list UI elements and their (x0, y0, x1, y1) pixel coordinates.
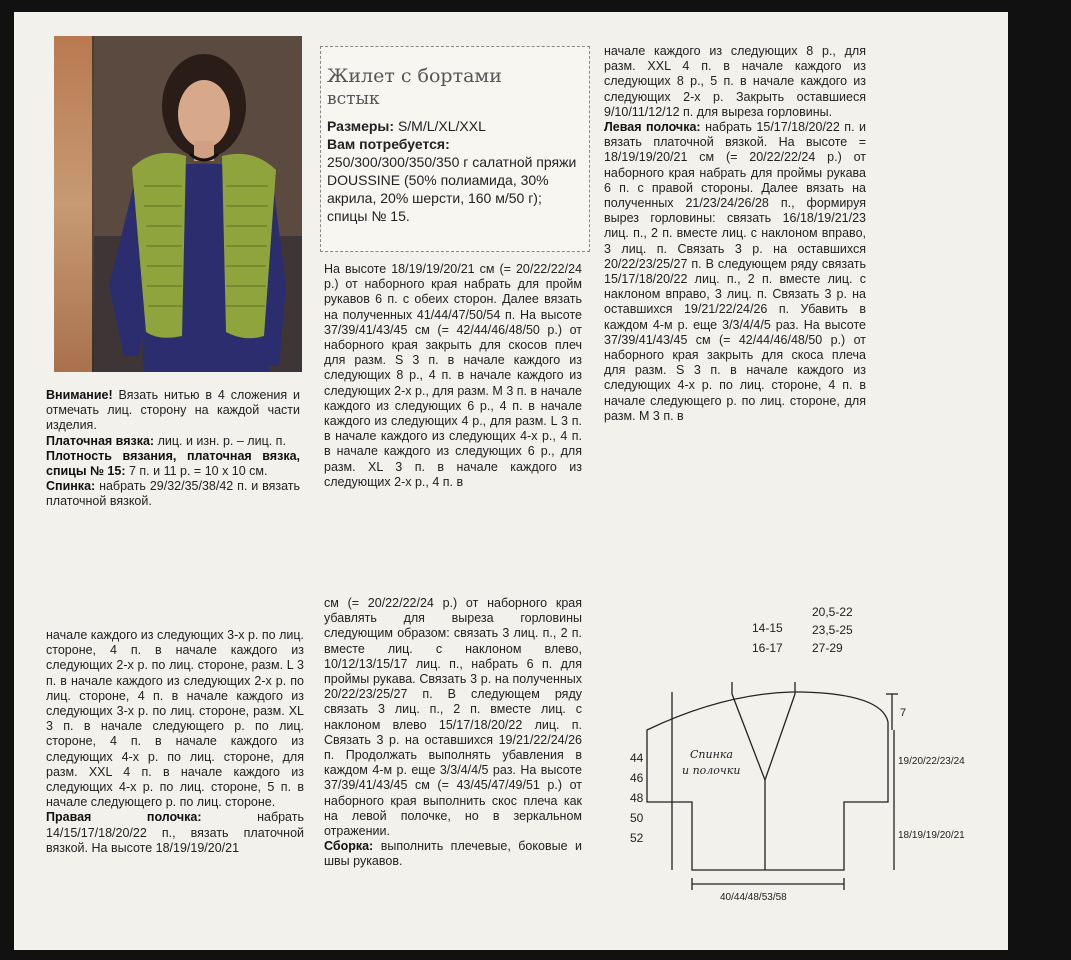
right-front-label: Правая полочка: (46, 810, 202, 825)
pattern-diagram (602, 602, 1006, 902)
sizes-value: S/M/L/XL/XXL (397, 118, 486, 134)
density-text: 7 п. и 11 р. = 10 х 10 см. (128, 464, 268, 479)
dim-top-1: 20,5-22 (812, 605, 853, 619)
back-label: Спинка: (46, 479, 96, 494)
assembly-text: выполнить плечевые, боковые и швы рукавов. (324, 839, 582, 869)
dim-neck-1: 14-15 (752, 621, 783, 635)
left-front-label: Левая полочка: (604, 120, 701, 135)
magazine-page (14, 12, 1008, 950)
needs-value: 250/300/300/350/350 г салатной пряжи DOUSSINE (50% полиамида, 30% акрила, 20% шерсти, 160 м/50 г); спицы № 15. (327, 154, 577, 224)
model-illustration (54, 36, 302, 372)
left-front-text: набрать 15/17/18/20/22 п. и вязать платочной вязкой. На высоте = 18/19/19/20/21 см (= 20/22/22/24 р.) от наборного края набрать для проймы рукава 6 п. с правой стороны. Далее вязать на полученных 21/23/24/26/28 п., формируя вырез горловины: связать 16/18/19/21/23 лиц. п., 2 п. вместе лиц. с наклоном вправо, 3 лиц. п. Связать 3 р. на оставшихся 20/22/23/25/27 п. В следующем ряду связать 15/17/18/20/22 лиц. п., 2 п. вместе лиц. с наклоном вправо, 3 лиц. п. Связать 3 р. на оставшихся 19/21/22/24/26 п. Убавить в каждом 4-м р. еще 3/3/4/4/5 раз. На высоте 37/39/41/43/45 см (= 42/44/46/48/50 р.) от наборного края закрыть для скоса плеча для разм. S 3 п. в начале каждого из следующих 4-х р. по лиц. стороне, 4 п. в начале следующего р. по лиц. стороне, для разм. M 3 п. в (604, 120, 866, 423)
dim-height-3: 48 (630, 791, 644, 805)
column-1-top (46, 388, 300, 510)
attention-text: Вязать нитью в 4 сложения и отмечать лиц. сторону на каждой части изделия. (46, 388, 300, 433)
assembly-label: Сборка: (324, 839, 374, 854)
dim-side: 18/19/19/20/21 (898, 830, 965, 841)
col2-bottom-p1: см (= 20/22/22/24 р.) от наборного края убавлять для выреза горловины следующим образом: связать 3 лиц. п., 2 п. вместе лиц. с наклоном влево, 10/12/13/15/17 лиц. п., набрать 6 п. для проймы рукава. Связать 3 р. на полученных 20/22/23/25/27 п. В следующем ряду связать 3 лиц. п., 2 п. вместе лиц. с наклоном влево 15/17/18/20/22 лиц. п. Связать 3 р. на оставшихся 19/21/22/24/26 п. Продолжать выполнять убавления в каждом 4-м р. еще 3/3/4/4/5 раз. На высоте 37/39/41/43/45 см (= 43/45/47/49/51 р.) от наборного края выполнить скос плеча как на левой полочке, но в зеркальном отражении. (324, 596, 582, 839)
density-label: Плотность вязания, платочная вязка, спицы № 15: (46, 448, 300, 479)
title-box (320, 46, 590, 252)
dim-armhole: 19/20/22/23/24 (898, 756, 965, 767)
dim-height-4: 50 (630, 811, 644, 825)
sizes-label: Размеры: (327, 118, 395, 134)
dim-height-2: 46 (630, 771, 644, 785)
dim-height-5: 52 (630, 831, 644, 845)
dim-top-2: 23,5-25 (812, 623, 853, 637)
right-front-text: набрать 14/15/17/18/20/22 п., вязать платочной вязкой. На высоте 18/19/19/20/21 (46, 810, 304, 855)
dim-height-1: 44 (630, 751, 644, 765)
garter-label: Платочная вязка: (46, 433, 155, 448)
pattern-schematic (602, 602, 1006, 902)
needs-label: Вам потребуется: (327, 136, 450, 152)
column-1-bottom (46, 628, 304, 856)
column-3-top (604, 44, 866, 424)
column-2-bottom (324, 596, 582, 870)
dim-shoulder: 7 (900, 707, 907, 719)
diagram-label-2: и полочки (682, 764, 741, 777)
dim-width: 40/44/48/53/58 (720, 892, 787, 902)
model-photo (54, 36, 302, 372)
attention-label: Внимание! (46, 388, 113, 402)
col3-top-p1: начале каждого из следующих 8 р., для разм. XXL 4 п. в начале каждого из следующих 8 р., 5 п. в начале каждого из следующих 2-х р. Закрыть оставшиеся 9/10/11/12/12 п. для выреза горловины. (604, 44, 866, 119)
garter-text: лиц. и изн. р. – лиц. п. (157, 433, 286, 448)
back-text: набрать 29/32/35/38/42 п. и вязать платочной вязкой. (46, 479, 300, 509)
dim-neck-2: 16-17 (752, 641, 783, 655)
col1-bottom-p1: начале каждого из следующих 3-х р. по лиц. стороне, 4 п. в начале каждого из следующих 2-х р. по лиц. стороне, разм. L 3 п. в начале каждого из следующих 2-х р. по лиц. стороне, 4 п. в начале каждого из следующих 3-х р. по лиц. стороне, разм. XL 3 п. в начале следующего р. по лиц. стороне, 4 п. в начале каждого из следующих 4-х р. по лиц. стороне, для разм. XXL 4 п. в начале каждого из следующих 4-х р. по лиц. стороне, 5 п. в начале следующего р. по лиц. стороне. (46, 628, 304, 810)
dim-top-3: 27-29 (812, 641, 843, 655)
diagram-label-1: Спинка (690, 748, 733, 761)
title-line-2: встык (327, 89, 380, 109)
title-line-1: Жилет с бортами (327, 65, 502, 87)
column-2-top (324, 262, 582, 490)
col2-top-text: На высоте 18/19/19/20/21 см (= 20/22/22/24 р.) от наборного края набрать для пройм рукавов 6 п. с обеих сторон. Далее вязать на полученных 41/44/47/50/54 п. На высоте 37/39/41/43/45 см (= 42/44/46/48/50 р.) от наборного края закрыть для скосов плеч для разм. S 3 п. в начале каждого из следующих 8 р., 4 п. в начале каждого из следующих 2-х р., для разм. M 3 п. в начале каждого из следующих 6 р., 4 п. в начале каждого из следующих 4 р., для разм. L 3 п. в начале каждого из следующих 4-х р., 4 п. в начале каждого из следующих 6 р., для разм. XL 3 п. в начале каждого из следующих 2-х р., 4 п. в (324, 262, 582, 489)
